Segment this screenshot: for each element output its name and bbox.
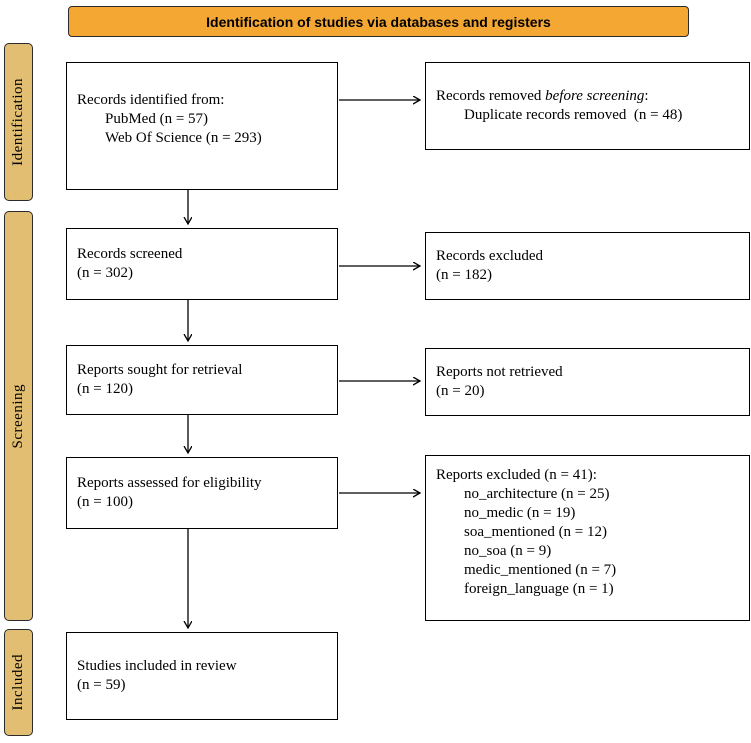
records-screened-box <box>66 228 338 300</box>
banner <box>68 6 689 37</box>
stage-identification-label: Identification <box>10 78 26 166</box>
reports-excluded-box <box>425 455 750 621</box>
records-removed-suffix: : <box>644 88 649 104</box>
reports-excluded-item: no_medic (n = 19) <box>464 505 576 521</box>
reports-excluded-item: no_architecture (n = 25) <box>464 486 610 502</box>
reports-not-retrieved-count: (n = 20) <box>436 383 485 399</box>
reports-excluded-title: Reports excluded (n = 41): <box>436 467 597 483</box>
records-screened-line: Records screened <box>77 246 183 262</box>
reports-assessed-line: Reports assessed for eligibility <box>77 475 262 491</box>
stage-included <box>4 629 33 736</box>
reports-assessed-count: (n = 100) <box>77 494 133 510</box>
stage-screening <box>4 211 33 621</box>
records-removed-box <box>425 62 750 150</box>
reports-excluded-item: medic_mentioned (n = 7) <box>464 562 617 578</box>
records-removed-prefix: Records removed <box>436 88 546 104</box>
records-excluded-count: (n = 182) <box>436 267 492 283</box>
reports-not-retrieved-box <box>425 348 750 416</box>
reports-excluded-item: soa_mentioned (n = 12) <box>464 524 608 540</box>
studies-included-count: (n = 59) <box>77 677 126 693</box>
reports-sought-line: Reports sought for retrieval <box>77 362 243 378</box>
studies-included-line: Studies included in review <box>77 658 237 674</box>
records-identified-item: PubMed (n = 57) <box>105 111 209 127</box>
records-removed-title <box>436 87 739 106</box>
records-screened-count: (n = 302) <box>77 265 133 281</box>
records-identified-box <box>66 62 338 190</box>
reports-sought-count: (n = 120) <box>77 381 133 397</box>
reports-excluded-item: foreign_language (n = 1) <box>464 581 614 597</box>
records-identified-title: Records identified from: <box>77 92 225 108</box>
reports-assessed-box <box>66 457 338 529</box>
records-removed-item: Duplicate records removed (n = 48) <box>464 107 683 123</box>
stage-screening-label: Screening <box>10 383 26 449</box>
reports-excluded-item: no_soa (n = 9) <box>464 543 552 559</box>
reports-sought-box <box>66 345 338 415</box>
records-removed-italic: before screening <box>545 88 645 104</box>
stage-identification <box>4 43 33 201</box>
stage-included-label: Included <box>10 654 26 711</box>
records-identified-item: Web Of Science (n = 293) <box>105 130 262 146</box>
records-excluded-box <box>425 232 750 300</box>
studies-included-box <box>66 632 338 720</box>
banner-title: Identification of studies via databases and registers <box>206 13 551 30</box>
reports-not-retrieved-line: Reports not retrieved <box>436 364 563 380</box>
records-excluded-line: Records excluded <box>436 248 544 264</box>
